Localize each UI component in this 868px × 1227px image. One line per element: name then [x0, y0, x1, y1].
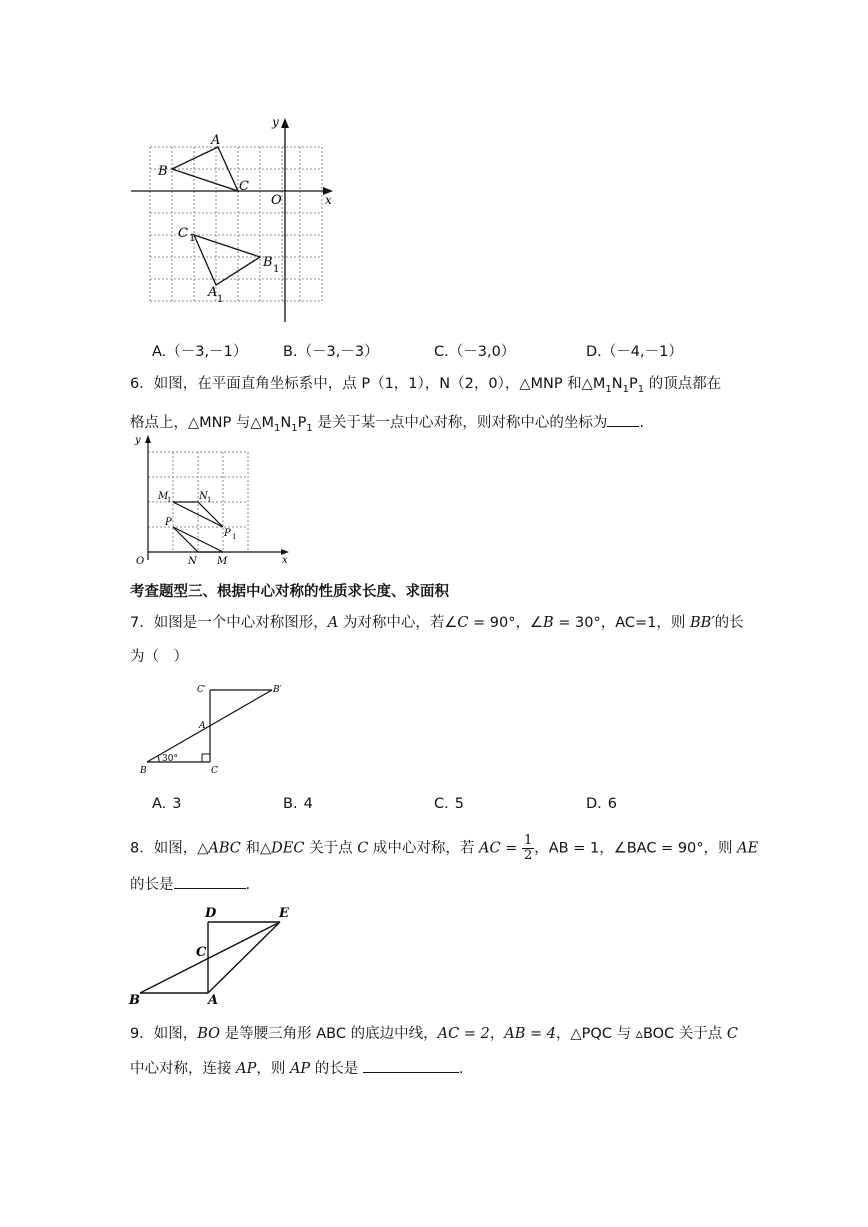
q8-math: AC	[479, 840, 501, 857]
label-y: y	[272, 115, 279, 129]
q8-text: 成中心对称，若	[368, 840, 480, 857]
q7-line2: 为（ ）	[130, 649, 188, 665]
option-value: 4	[303, 796, 313, 812]
label-m: M	[217, 556, 228, 566]
subscript: 1	[637, 383, 645, 395]
right-angle-mark	[202, 754, 210, 762]
option-value: （－4,－1）	[601, 344, 683, 360]
q9-text: ，	[489, 1026, 505, 1042]
q8-math: DEC	[271, 840, 305, 857]
q6-text: N	[280, 415, 292, 431]
q7-option-b	[283, 796, 313, 812]
q9-math: BO	[197, 1026, 221, 1042]
angle-label: 30°	[162, 754, 178, 764]
label-o: O	[136, 556, 145, 566]
q7-text: = 30°	[553, 615, 601, 631]
q6-text: P	[297, 415, 307, 431]
option-letter: A.	[152, 344, 167, 360]
label-c: C	[239, 179, 249, 194]
q6-text: N	[611, 376, 623, 392]
q9-text: ，则	[256, 1061, 290, 1077]
q9-math: C	[726, 1026, 739, 1042]
label-a1-sub: 1	[217, 294, 224, 305]
q8-line1	[130, 834, 758, 863]
label-b: B	[129, 993, 140, 1008]
q5-option-c	[434, 340, 515, 361]
label-n1-sub: 1	[207, 496, 212, 504]
q8-text: 8．如图，△	[130, 840, 209, 857]
option-value: 5	[454, 796, 464, 812]
q8-math: C	[357, 840, 369, 857]
label-c: C	[196, 945, 207, 960]
q9-text: 中心对称，连接	[130, 1061, 237, 1077]
subscript: 1	[306, 422, 313, 434]
label-a: A	[208, 993, 219, 1008]
label-m1-sub: 1	[167, 496, 172, 504]
answer-blank	[363, 1058, 459, 1073]
q5-option-a	[152, 340, 247, 361]
label-x: x	[325, 193, 332, 207]
label-n1: N	[199, 491, 208, 502]
y-axis-arrow	[145, 435, 151, 443]
q6-text: 是关于某一点中心对称，则对称中心的坐标为	[312, 415, 608, 431]
subscript: 1	[274, 422, 281, 434]
fraction	[522, 834, 534, 863]
q9-line1	[130, 1024, 738, 1044]
label-e: E	[279, 906, 289, 921]
option-letter: A.	[152, 796, 167, 812]
option-value: （－3,0）	[448, 344, 516, 360]
q6-text: P	[628, 376, 638, 392]
segment-a-e	[208, 922, 280, 993]
label-a: A	[211, 133, 221, 148]
triangle-a1b1c1	[194, 235, 260, 285]
label-p1: P	[224, 528, 231, 539]
fraction-denominator: 2	[523, 848, 533, 863]
q7-text: ，∠	[515, 615, 544, 631]
q8-line2	[130, 874, 250, 895]
q7-math: A	[327, 615, 339, 631]
q6-text: 格点上，△MNP 与△M	[130, 415, 275, 431]
label-p1-sub: 1	[232, 533, 237, 541]
label-m1: M	[158, 491, 169, 502]
label-o: O	[271, 193, 282, 208]
q6-text: .	[639, 415, 644, 431]
q9-text: 9．如图，	[130, 1026, 198, 1042]
q9-text: 是等腰三角形 ABC 的底边中线，	[220, 1026, 438, 1042]
label-a1: A	[208, 285, 218, 300]
fraction-numerator: 1	[523, 833, 533, 848]
label-y: y	[135, 435, 141, 446]
subscript: 1	[622, 383, 629, 395]
q9-math: AP	[236, 1061, 257, 1077]
section-heading: 考查题型三、根据中心对称的性质求长度、求面积	[130, 584, 449, 600]
q9-math: AC = 2	[437, 1026, 490, 1042]
q9-text: .	[458, 1061, 464, 1077]
q8-text: 的长是	[130, 877, 174, 893]
triangle-abc	[172, 147, 238, 191]
q9-text: 的长是	[310, 1061, 363, 1077]
q9-text: ，△PQC 与 ▵BOC 关于点	[556, 1026, 727, 1042]
option-value: （－3,－3）	[297, 344, 379, 360]
label-b1: B	[263, 255, 273, 270]
option-letter: B.	[283, 344, 298, 360]
option-letter: C.	[434, 796, 449, 812]
segment-b-e	[140, 922, 280, 993]
label-d: D	[205, 906, 217, 921]
q7-option-d	[586, 796, 617, 812]
q5-option-d	[586, 340, 683, 361]
q8-math: AE	[737, 840, 759, 857]
q7-figure	[135, 680, 295, 780]
label-n: N	[188, 556, 197, 566]
q8-text: 和△	[240, 840, 272, 857]
q8-text: .	[245, 877, 251, 893]
q7-line1	[130, 613, 744, 633]
q8-figure	[125, 900, 300, 1010]
label-a: A	[199, 721, 206, 731]
option-letter: D.	[586, 344, 602, 360]
q5-figure	[125, 110, 345, 330]
q8-text: 关于点	[304, 840, 358, 857]
label-x: x	[282, 555, 288, 566]
label-p: P	[165, 517, 172, 528]
label-cp: C′	[197, 685, 206, 695]
q6-text: 6．如图，在平面直角坐标系中，点 P（1，1），N（2，0），△MNP 和△M	[130, 376, 606, 392]
label-b1-sub: 1	[273, 264, 280, 275]
q8-text: ，AB = 1，∠BAC = 90°，则	[534, 840, 738, 857]
subscript: 1	[605, 383, 612, 395]
q7-text: 为对称中心，若∠	[338, 615, 458, 631]
label-b: B	[140, 766, 147, 776]
answer-blank	[607, 412, 639, 427]
option-value: 6	[607, 796, 618, 812]
subscript: 1	[291, 422, 298, 434]
q9-math: AB = 4	[504, 1026, 557, 1042]
label-c: C	[211, 766, 218, 776]
label-bp: B′	[273, 685, 282, 695]
q7-math: BB′	[690, 615, 715, 631]
option-letter: C.	[434, 344, 449, 360]
q7-math: B	[543, 615, 554, 631]
label-b: B	[158, 164, 168, 179]
q7-math: C	[457, 615, 469, 631]
q7-text: ，AC=1，则	[600, 615, 691, 631]
option-value: 3	[172, 796, 182, 812]
q7-text: 7．如图是一个中心对称图形，	[130, 615, 328, 631]
y-axis-arrow	[281, 118, 289, 128]
label-c1: C	[178, 226, 188, 241]
answer-blank	[174, 874, 246, 889]
q7-text: 的长	[714, 615, 744, 631]
q5-option-b	[283, 340, 379, 361]
label-c1-sub: 1	[189, 233, 196, 244]
q6-figure	[128, 432, 293, 566]
option-value: （－3,－1）	[166, 344, 248, 360]
q8-math: ABC	[208, 840, 241, 857]
q7-option-c	[434, 796, 464, 812]
q9-math: AP	[289, 1061, 311, 1077]
q7-option-a	[152, 796, 182, 812]
angle-arc	[158, 756, 159, 762]
q6-text: 的顶点都在	[644, 376, 722, 392]
q9-line2	[130, 1058, 464, 1079]
q6-line1	[130, 374, 721, 400]
q7-text: = 90°	[468, 615, 516, 631]
option-letter: D.	[586, 796, 602, 812]
q8-text: =	[500, 840, 522, 857]
option-letter: B.	[283, 796, 298, 812]
